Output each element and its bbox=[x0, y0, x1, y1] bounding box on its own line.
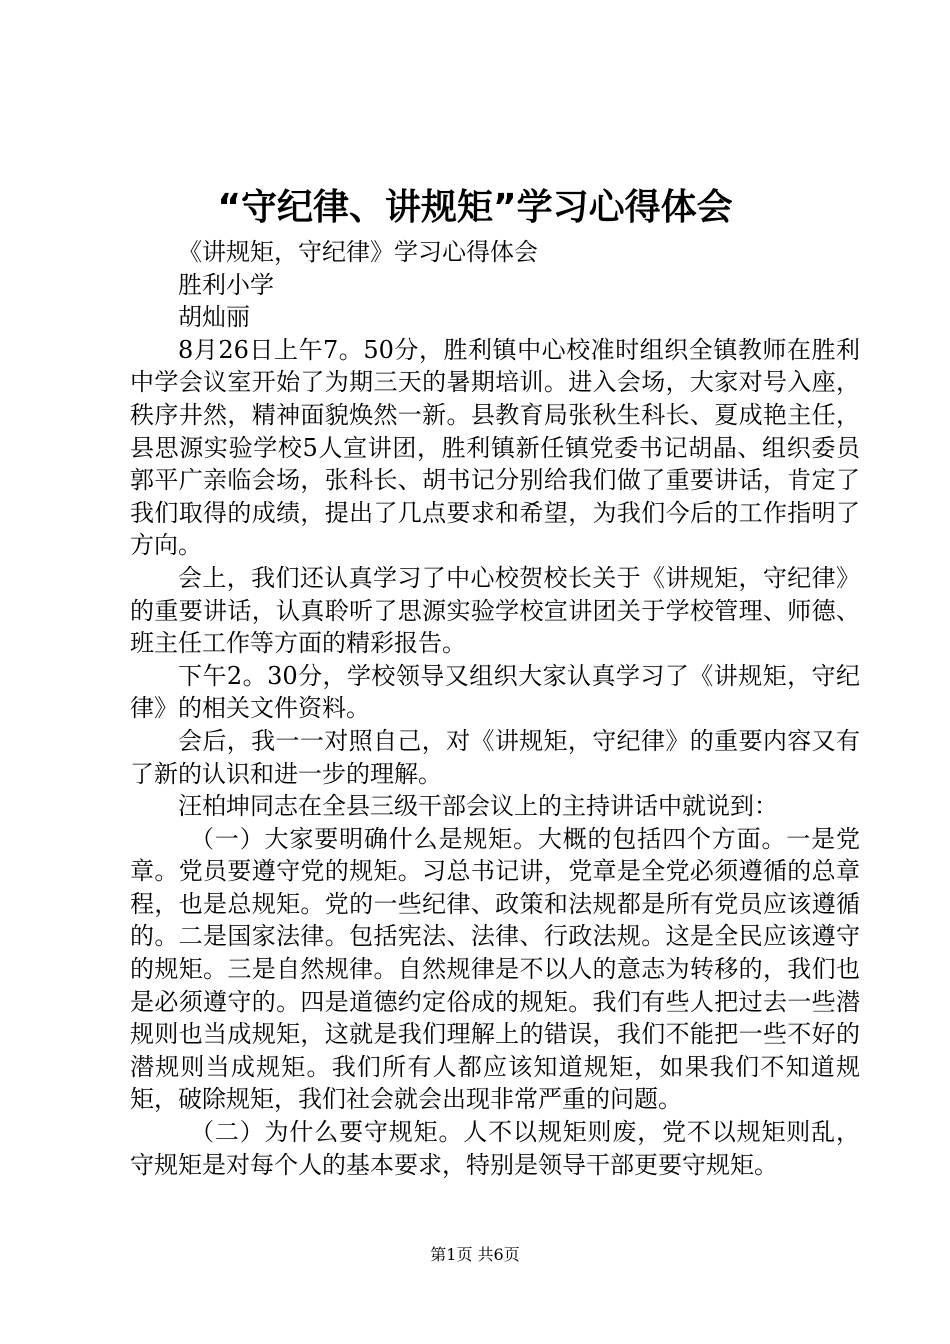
page-footer: 第1页 共6页 bbox=[430, 1245, 520, 1264]
body-paragraph: （一）大家要明确什么是规矩。大概的包括四个方面。一是党章。党员要遵守党的规矩。习总书记讲，党章是全党必须遵循的总章程，也是总规矩。党的一些纪律、政策和法规都是所有党员应该遵循的。二是国家法律。包括宪法、法律、行政法规。这是全民应该遵守的规矩。三是自然规律。自然规律是不以人的意志为转移的，我们也是必须遵守的。四是道德约定俗成的规矩。我们有些人把过去一些潜规则也当成规矩，这就是我们理解上的错误，我们不能把一些不好的潜规则当成规矩。我们所有人都应该知道规矩，如果我们不知道规矩，破除规矩，我们社会就会出现非常严重的问题。 bbox=[130, 824, 860, 1114]
document-body bbox=[130, 236, 860, 1181]
body-paragraph: （二）为什么要守规矩。人不以规矩则废，党不以规矩则乱，守规矩是对每个人的基本要求，特别是领导干部更要守规矩。 bbox=[130, 1118, 860, 1179]
body-paragraph: 8月26日上午7。50分，胜利镇中心校准时组织全镇教师在胜利中学会议室开始了为期三天的暑期培训。进入会场，大家对号入座，秩序井然，精神面貌焕然一新。县教育局张秋生科长、夏成艳主任，县思源实验学校5人宣讲团，胜利镇新任镇党委书记胡晶、组织委员郭平广亲临会场，张科长、胡书记分别给我们做了重要讲话，肯定了我们取得的成绩，提出了几点要求和希望，为我们今后的工作指明了方向。 bbox=[130, 335, 860, 560]
page-title: “守纪律、讲规矩”学习心得体会 bbox=[217, 187, 733, 228]
body-paragraph: 下午2。30分，学校领导又组织大家认真学习了《讲规矩，守纪律》的相关文件资料。 bbox=[130, 661, 860, 723]
body-paragraph: 汪柏坤同志在全县三级干部会议上的主持讲话中就说到： bbox=[178, 792, 778, 821]
school-name: 胜利小学 bbox=[178, 270, 274, 299]
author-name: 胡灿丽 bbox=[178, 303, 250, 332]
subtitle-paragraph: 《讲规矩，守纪律》学习心得体会 bbox=[178, 238, 538, 266]
body-paragraph: 会后，我一一对照自己，对《讲规矩，守纪律》的重要内容又有了新的认识和进一步的理解。 bbox=[130, 726, 860, 788]
body-paragraph: 会上，我们还认真学习了中心校贺校长关于《讲规矩，守纪律》的重要讲话，认真聆听了思源实验学校宣讲团关于学校管理、师德、班主任工作等方面的精彩报告。 bbox=[130, 563, 860, 658]
